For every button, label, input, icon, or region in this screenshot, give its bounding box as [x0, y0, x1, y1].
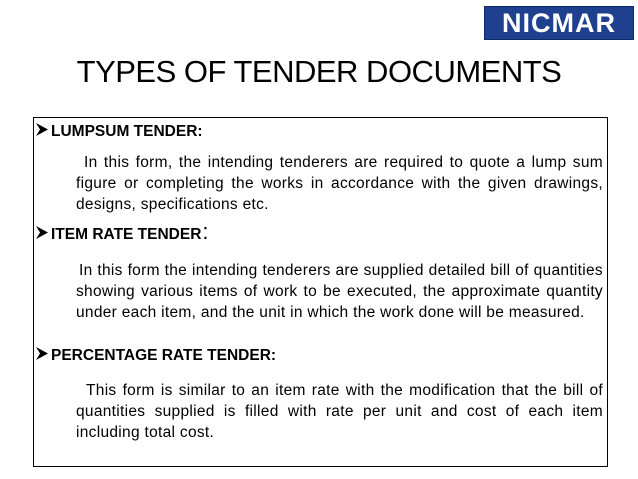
section-heading-percentage-rate — [36, 346, 276, 366]
section-heading-text: ITEM RATE TENDER — [51, 226, 202, 243]
logo-text: NICMAR — [502, 7, 616, 38]
section-heading-text: PERCENTAGE RATE TENDER: — [51, 347, 277, 364]
content-box — [33, 117, 608, 467]
section-heading-text: LUMPSUM TENDER: — [51, 123, 203, 140]
heading-colon: : — [202, 219, 209, 244]
section-body-percentage-rate: This form is similar to an item rate with the modification that the bill of quantities supplied is filled with rate per unit and cost of each item including total cost. — [76, 382, 603, 441]
nicmar-logo — [484, 6, 634, 40]
page-title: TYPES OF TENDER DOCUMENTS — [76, 54, 562, 89]
arrow-bullet-icon — [36, 226, 49, 239]
section-heading-item-rate — [36, 219, 209, 245]
section-body-lumpsum: In this form, the intending tenderers are required to quote a lump sum figure or completing the works in accordance with the given drawings, designs, specifications etc. — [76, 154, 603, 213]
arrow-bullet-icon — [36, 123, 49, 136]
arrow-bullet-icon — [36, 347, 49, 360]
section-body-item-rate: In this form the intending tenderers are supplied detailed bill of quantities showing various items of work to be executed, the approximate quantity under each item, and the unit in which the work done will be measured. — [76, 262, 603, 321]
section-heading-lumpsum — [36, 122, 203, 142]
